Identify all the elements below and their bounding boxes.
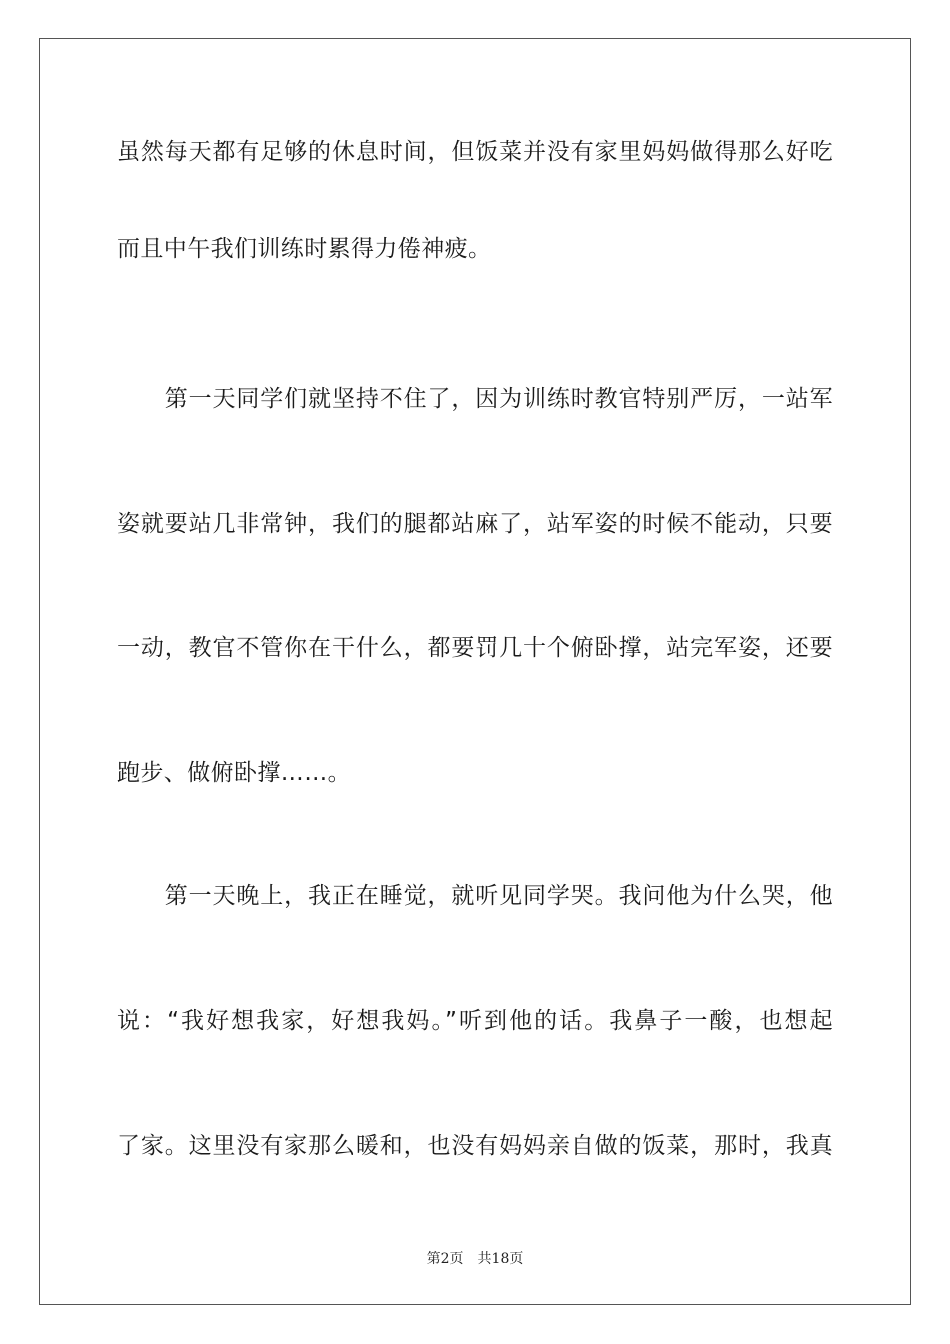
page-number: 第2页	[426, 1251, 464, 1267]
text-line: 第一天晚上，我正在睡觉，就听见同学哭。我问他为什么哭，他	[117, 883, 833, 909]
text-line: 跑步、做俯卧撑……。	[117, 760, 351, 786]
page-border	[39, 38, 911, 1305]
text-line: 而且中午我们训练时累得力倦神疲。	[117, 236, 492, 262]
text-line: 虽然每天都有足够的休息时间，但饭菜并没有家里妈妈做得那么好吃	[117, 139, 833, 165]
text-line: 姿就要站几非常钟，我们的腿都站麻了，站军姿的时候不能动，只要	[117, 511, 833, 537]
text-line: 了家。这里没有家那么暖和，也没有妈妈亲自做的饭菜，那时，我真	[117, 1133, 833, 1159]
text-line: 第一天同学们就坚持不住了，因为训练时教官特别严厉，一站军	[117, 386, 833, 412]
page-footer	[0, 1248, 950, 1268]
page-total: 共18页	[477, 1251, 524, 1267]
text-line: 说：“我好想我家，好想我妈。”听到他的话。我鼻子一酸，也想起	[117, 1008, 833, 1034]
text-line: 一动，教官不管你在干什么，都要罚几十个俯卧撑，站完军姿，还要	[117, 635, 833, 661]
